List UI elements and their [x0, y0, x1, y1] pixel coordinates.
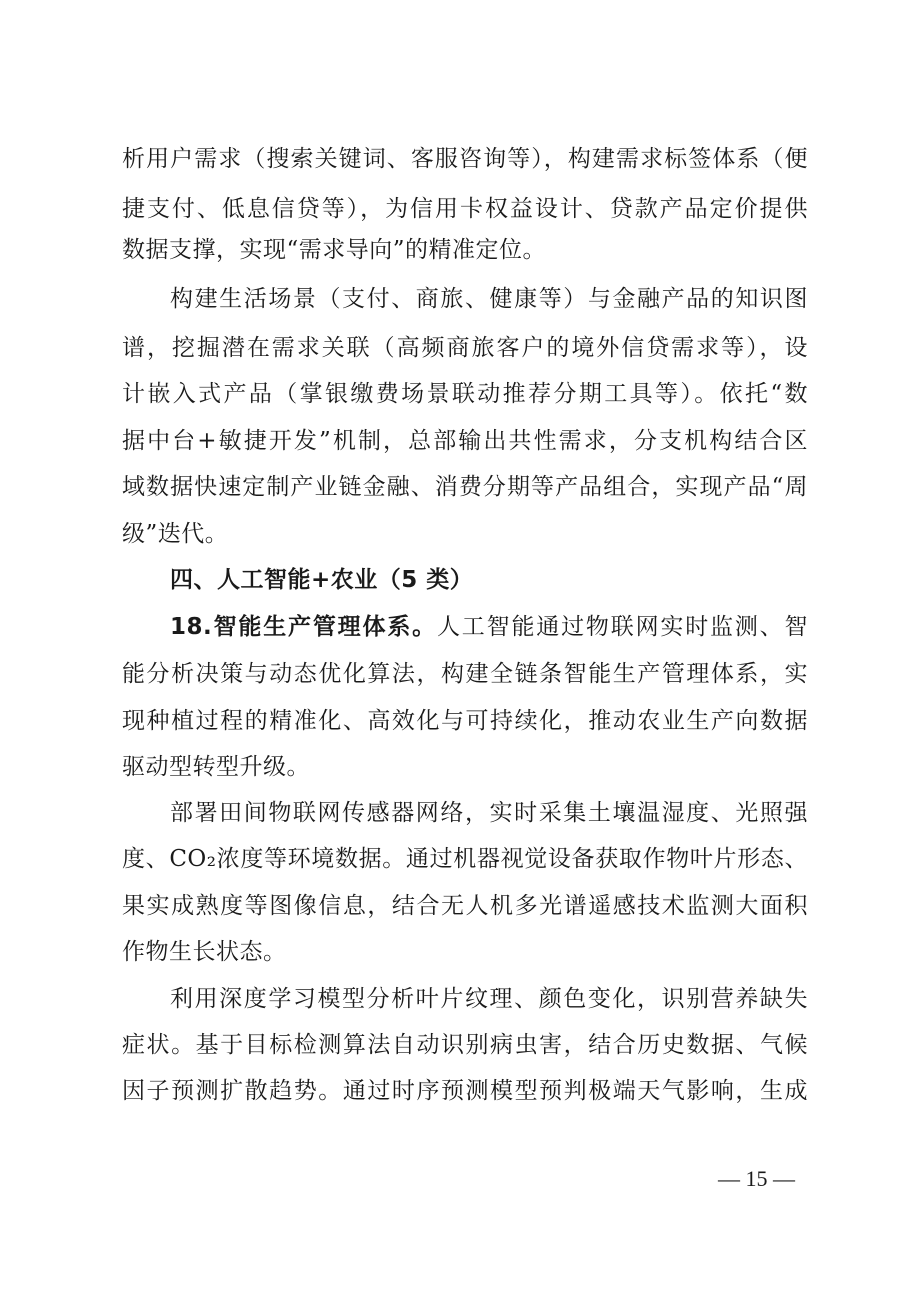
paragraph-line: 能分析决策与动态优化算法，构建全链条智能生产管理体系，实 — [122, 661, 808, 687]
item-title: 18.智能生产管理体系。 — [170, 614, 437, 640]
paragraph-line: 因子预测扩散趋势。通过时序预测模型预判极端天气影响，生成 — [122, 1078, 808, 1104]
paragraph-line: 部署田间物联网传感器网络，实时采集土壤温湿度、光照强 — [170, 800, 808, 826]
paragraph-line — [170, 612, 808, 642]
paragraph-line: 驱动型转型升级。 — [122, 754, 310, 780]
item-text: 人工智能通过物联网实时监测、智 — [436, 614, 809, 640]
paragraph-line: 数据支撑，实现“需求导向”的精准定位。 — [122, 237, 547, 263]
paragraph-line: 作物生长状态。 — [122, 939, 287, 965]
paragraph-line: 计嵌入式产品（掌银缴费场景联动推荐分期工具等）。依托“数 — [122, 381, 808, 407]
paragraph-line: 谱，挖掘潜在需求关联（高频商旅客户的境外信贷需求等），设 — [122, 335, 808, 361]
paragraph-line: 域数据快速定制产业链金融、消费分期等产品组合，实现产品“周 — [122, 474, 808, 500]
paragraph-line: 级”迭代。 — [122, 521, 229, 547]
paragraph-line: 析用户需求（搜索关键词、客服咨询等），构建需求标签体系（便 — [122, 146, 808, 172]
section-heading: 四、人工智能+农业（5 类） — [170, 567, 474, 593]
paragraph-line: 症状。基于目标检测算法自动识别病虫害，结合历史数据、气候 — [122, 1032, 808, 1058]
paragraph-line: 捷支付、低息信贷等），为信用卡权益设计、贷款产品定价提供 — [122, 196, 808, 222]
paragraph-line: 果实成熟度等图像信息，结合无人机多光谱遥感技术监测大面积 — [122, 893, 808, 919]
page-number: — 15 — — [718, 1166, 795, 1191]
paragraph-line: 利用深度学习模型分析叶片纹理、颜色变化，识别营养缺失 — [170, 986, 808, 1012]
paragraph-line: 构建生活场景（支付、商旅、健康等）与金融产品的知识图 — [170, 286, 808, 312]
paragraph-line: 据中台+敏捷开发”机制，总部输出共性需求，分支机构结合区 — [122, 428, 808, 454]
paragraph-line: 度、CO₂浓度等环境数据。通过机器视觉设备获取作物叶片形态、 — [122, 846, 808, 872]
paragraph-line: 现种植过程的精准化、高效化与可持续化，推动农业生产向数据 — [122, 708, 808, 734]
